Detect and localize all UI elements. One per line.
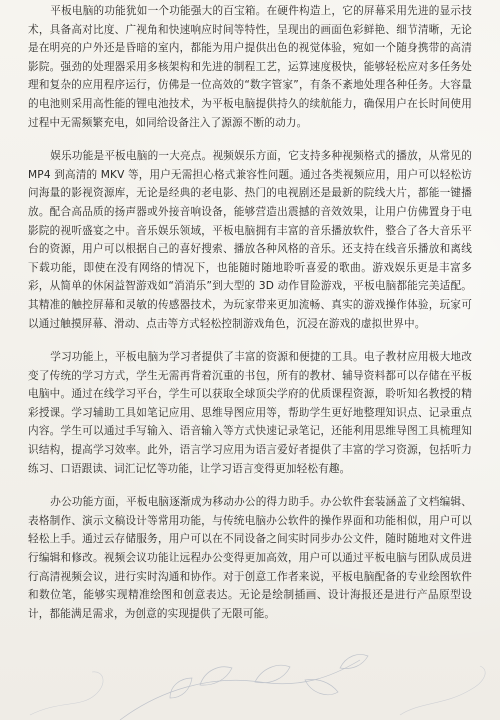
paragraph-office: 办公功能方面，平板电脑逐渐成为移动办公的得力助手。办公软件套装涵盖了文档编辑、表格制作、演示文稿设计等常用功能，与传统电脑办公软件的操作界面和功能相似，用户可以轻松上手。通过云存储服务，用户可以在不同设备之间实时同步办公文件，随时随地对文件进行编辑和修改。视频会议功能让远程办公变得更加高效，用户可以通过平板电脑与团队成员进行高清视频会议，进行实时沟通和协作。对于创意工作者来说，平板电脑配备的专业绘图软件和数位笔，能够实现精准绘图和创意表达。无论是绘制插画、设计海报还是进行产品原型设计，都能满足需求，为创意的实现提供了无限可能。 [28, 496, 472, 620]
paragraph-hardware: 平板电脑的功能犹如一个功能强大的百宝箱。在硬件构造上，它的屏幕采用先进的显示技术，具备高对比度、广视角和快速响应时间等特性，呈现出的画面色彩鲜艳、细节清晰，无论是在明亮的户外还是昏暗的室内，都能为用户提供出色的视觉体验，宛如一个随身携带的高清影院。强劲的处理器采用多核架构和先进的制程工艺，运算速度极快，能够轻松应对多任务处理和复杂的应用程序运行，仿佛是一位高效的“数字管家”，有条不紊地处理各种任务。大容量的电池则采用高性能的锂电池技术，为平板电脑提供持久的续航能力，确保用户在长时间使用过程中无需频繁充电，如同给设备注入了源源不断的动力。 [28, 5, 472, 129]
paragraph-learning: 学习功能上，平板电脑为学习者提供了丰富的资源和便捷的工具。电子教材应用极大地改变了传统的学习方式，学生无需再背着沉重的书包，所有的教材、辅导资料都可以存储在平板电脑中。通过在线学习平台，学生可以获取全球顶尖学府的优质课程资源，聆听知名教授的精彩授课。学习辅助工具如笔记应用、思维导图应用等，帮助学生更好地整理知识点、记录重点内容。学生可以通过手写输入、语音输入等方式快速记录笔记，还能利用思维导图工具梳理知识结构，提高学习效率。此外，语言学习应用为语言爱好者提供了丰富的学习资源，包括听力练习、口语跟读、词汇记忆等功能，让学习语言变得更加轻松有趣。 [28, 351, 472, 475]
paragraph-entertainment: 娱乐功能是平板电脑的一大亮点。视频娱乐方面，它支持多种视频格式的播放，从常见的 MP4 到高清的 MKV 等，用户无需担心格式兼容性问题。通过各类视频应用，用户可以轻松访问海量的影视资源库，无论是经典的老电影、热门的电视剧还是最新的院线大片，都能一键播放。配合高品质的扬声器或外接音响设备，能够营造出震撼的音效效果，让用户仿佛置身于电影院的视听盛宴之中。音乐娱乐领域，平板电脑拥有丰富的音乐播放软件，整合了各大音乐平台的资源，用户可以根据自己的喜好搜索、播放各种风格的音乐。还支持在线音乐播放和离线下载功能，即使在没有网络的情况下，也能随时随地聆听喜爱的歌曲。游戏娱乐更是丰富多彩，从简单的休闲益智游戏如“消消乐”到大型的 3D 动作冒险游戏，平板电脑都能完美适配。其精准的触控屏幕和灵敏的传感器技术，为玩家带来更加流畅、真实的游戏操作体验，玩家可以通过触摸屏幕、滑动、点击等方式轻松控制游戏角色，沉浸在游戏的虚拟世界中。 [28, 150, 472, 330]
